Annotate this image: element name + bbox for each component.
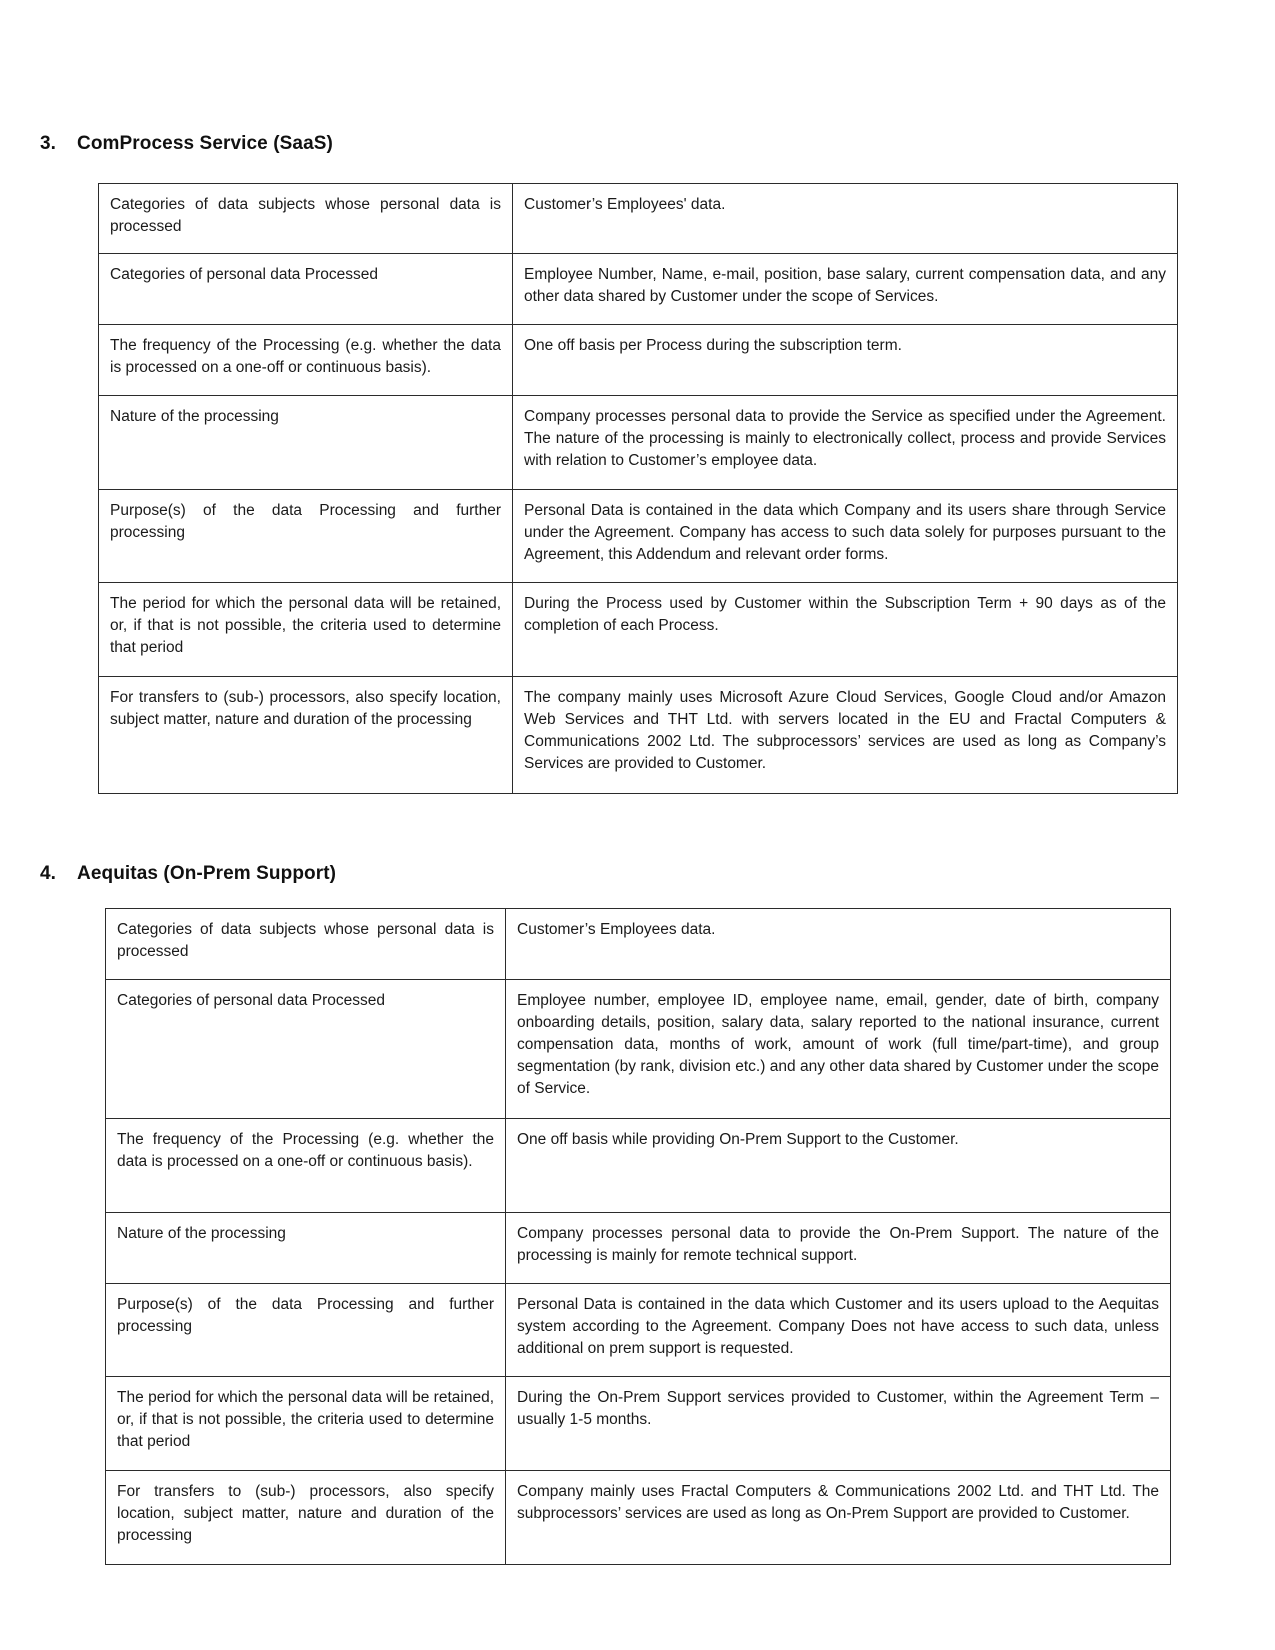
- row-label: The period for which the personal data will be retained, or, if that is not possible, the criteria used to determine that period: [106, 1377, 506, 1471]
- table-row: [99, 254, 1178, 325]
- table-row: [99, 490, 1178, 583]
- table-row: [106, 1213, 1171, 1284]
- row-label: Nature of the processing: [106, 1213, 506, 1284]
- table-row: [106, 1284, 1171, 1377]
- table-row: [99, 184, 1178, 254]
- row-label: The frequency of the Processing (e.g. whether the data is processed on a one-off or continuous basis).: [106, 1119, 506, 1213]
- row-value: The company mainly uses Microsoft Azure Cloud Services, Google Cloud and/or Amazon Web Services and THT Ltd. with servers located in the EU and Fractal Computers & Communications 2002 Ltd. The subprocessors’ services are used as long as Company’s Services are provided to Customer.: [513, 677, 1178, 794]
- row-value: During the Process used by Customer within the Subscription Term + 90 days as of the completion of each Process.: [513, 583, 1178, 677]
- row-value: Employee number, employee ID, employee name, email, gender, date of birth, company onboarding details, position, salary data, salary reported to the national insurance, current compensation data, months of work, amount of work (full time/part-time), and group segmentation (by rank, division etc.) and any other data shared by Customer under the scope of Service.: [506, 980, 1171, 1119]
- row-value: Customer’s Employees' data.: [513, 184, 1178, 254]
- table-row: [99, 396, 1178, 490]
- row-value: Personal Data is contained in the data which Company and its users share through Service under the Agreement. Company has access to such data solely for purposes pursuant to the Agreement, this Addendum and relevant order forms.: [513, 490, 1178, 583]
- row-value: One off basis per Process during the subscription term.: [513, 325, 1178, 396]
- row-value: Customer’s Employees data.: [506, 909, 1171, 980]
- processing-details-table-aequitas: [105, 908, 1171, 1565]
- section-heading-aequitas: [40, 862, 336, 886]
- row-label: Categories of personal data Processed: [106, 980, 506, 1119]
- section-title: ComProcess Service (SaaS): [77, 133, 333, 154]
- row-label: For transfers to (sub-) processors, also specify location, subject matter, nature and duration of the processing: [99, 677, 513, 794]
- table-row: [99, 677, 1178, 794]
- section-heading-comprocess: [40, 132, 333, 156]
- row-label: The frequency of the Processing (e.g. whether the data is processed on a one-off or continuous basis).: [99, 325, 513, 396]
- row-value: Company mainly uses Fractal Computers & Communications 2002 Ltd. and THT Ltd. The subprocessors’ services are used as long as On-Prem Support are provided to Customer.: [506, 1471, 1171, 1565]
- row-value: Employee Number, Name, e-mail, position, base salary, current compensation data, and any other data shared by Customer under the scope of Services.: [513, 254, 1178, 325]
- table-row: [106, 909, 1171, 980]
- row-label: Nature of the processing: [99, 396, 513, 490]
- row-value: During the On-Prem Support services provided to Customer, within the Agreement Term – usually 1-5 months.: [506, 1377, 1171, 1471]
- row-label: For transfers to (sub-) processors, also specify location, subject matter, nature and duration of the processing: [106, 1471, 506, 1565]
- row-label: The period for which the personal data will be retained, or, if that is not possible, the criteria used to determine that period: [99, 583, 513, 677]
- row-value: One off basis while providing On-Prem Support to the Customer.: [506, 1119, 1171, 1213]
- table-row: [106, 980, 1171, 1119]
- section-title: Aequitas (On-Prem Support): [77, 863, 337, 884]
- row-label: Categories of personal data Processed: [99, 254, 513, 325]
- table-row: [99, 325, 1178, 396]
- table-row: [106, 1471, 1171, 1565]
- row-label: Purpose(s) of the data Processing and further processing: [106, 1284, 506, 1377]
- row-label: Purpose(s) of the data Processing and further processing: [99, 490, 513, 583]
- table-row: [106, 1119, 1171, 1213]
- table-row: [106, 1377, 1171, 1471]
- row-value: Company processes personal data to provide the Service as specified under the Agreement. The nature of the processing is mainly to electronically collect, process and provide Services with relation to Customer’s employee data.: [513, 396, 1178, 490]
- section-number: 3.: [40, 133, 57, 154]
- processing-details-table-comprocess: [98, 183, 1178, 794]
- row-label: Categories of data subjects whose personal data is processed: [106, 909, 506, 980]
- table-row: [99, 583, 1178, 677]
- row-label: Categories of data subjects whose personal data is processed: [99, 184, 513, 254]
- section-number: 4.: [40, 863, 57, 884]
- row-value: Company processes personal data to provide the On-Prem Support. The nature of the processing is mainly for remote technical support.: [506, 1213, 1171, 1284]
- row-value: Personal Data is contained in the data which Customer and its users upload to the Aequitas system according to the Agreement. Company Does not have access to such data, unless additional on prem support is requested.: [506, 1284, 1171, 1377]
